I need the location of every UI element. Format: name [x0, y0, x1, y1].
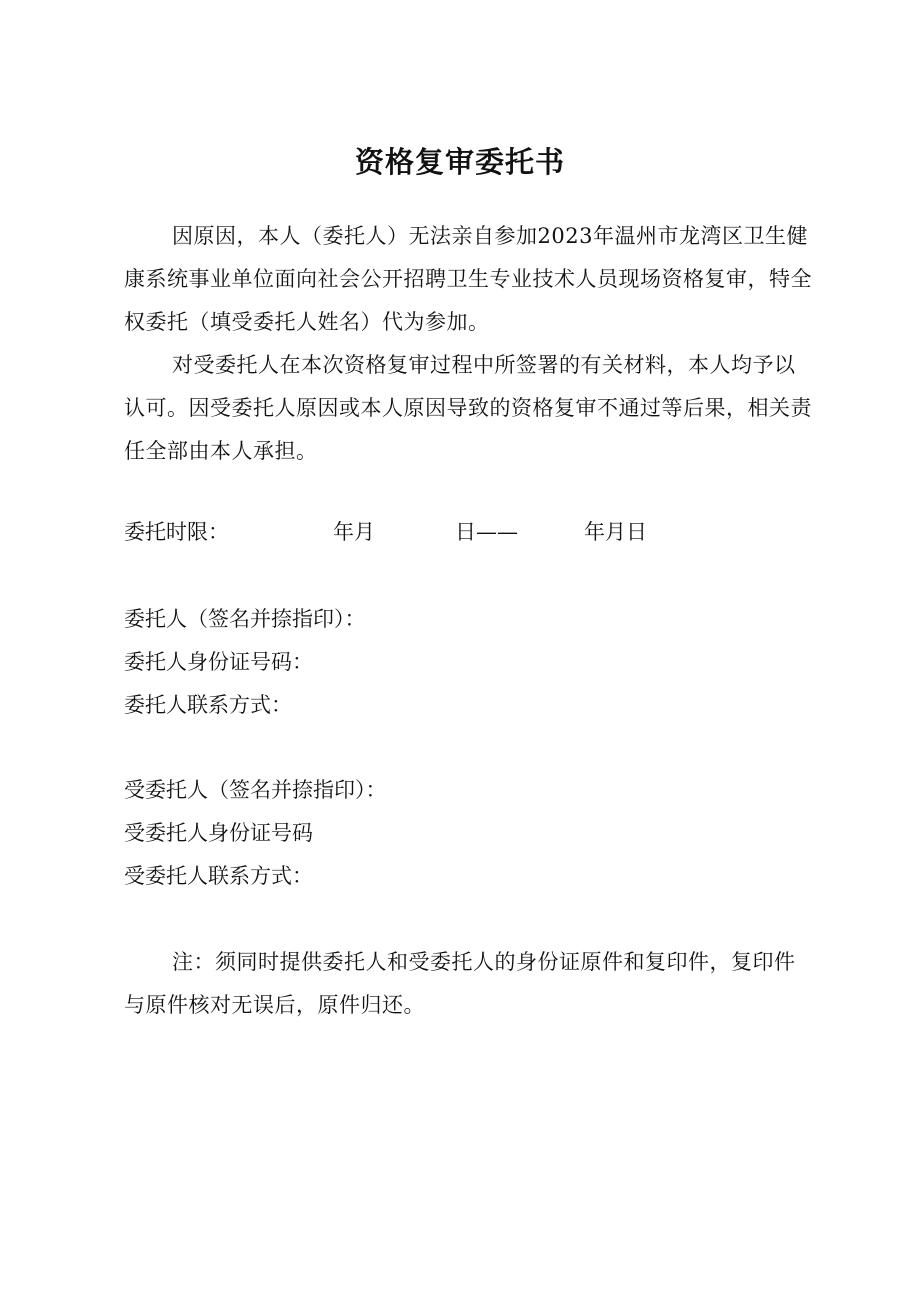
principal-signature-field: 委托人（签名并捺指印）：: [124, 607, 366, 631]
delegation-period-start-ym: 年月: [333, 520, 375, 544]
principal-contact-field: 委托人联系方式：: [124, 693, 292, 717]
agent-signature-field: 受委托人（签名并捺指印）：: [124, 778, 387, 802]
agent-contact-field: 受委托人联系方式：: [124, 864, 313, 888]
delegation-period-start-d: 日——: [455, 520, 518, 544]
note-paragraph: 注：须同时提供委托人和受委托人的身份证原件和复印件，复印件与原件核对无误后，原件归还。: [124, 950, 796, 1017]
page-title: 资格复审委托书: [354, 145, 565, 179]
principal-id-field: 委托人身份证号码：: [124, 650, 313, 674]
delegation-period-label: 委托时限：: [124, 520, 229, 544]
paragraph-responsibility: 对受委托人在本次资格复审过程中所签署的有关材料，本人均予以认可。因受委托人原因或本人原因导致的资格复审不通过等后果，相关责任全部由本人承担。: [124, 353, 812, 463]
delegation-period-end: 年月日: [584, 520, 647, 544]
agent-id-field: 受委托人身份证号码: [124, 821, 313, 845]
delegation-period: [124, 511, 647, 554]
paragraph-delegation: 因原因，本人（委托人）无法亲自参加2023年温州市龙湾区卫生健康系统事业单位面向社会公开招聘卫生专业技术人员现场资格复审，特全权委托（填受委托人姓名）代为参加。: [124, 224, 812, 334]
